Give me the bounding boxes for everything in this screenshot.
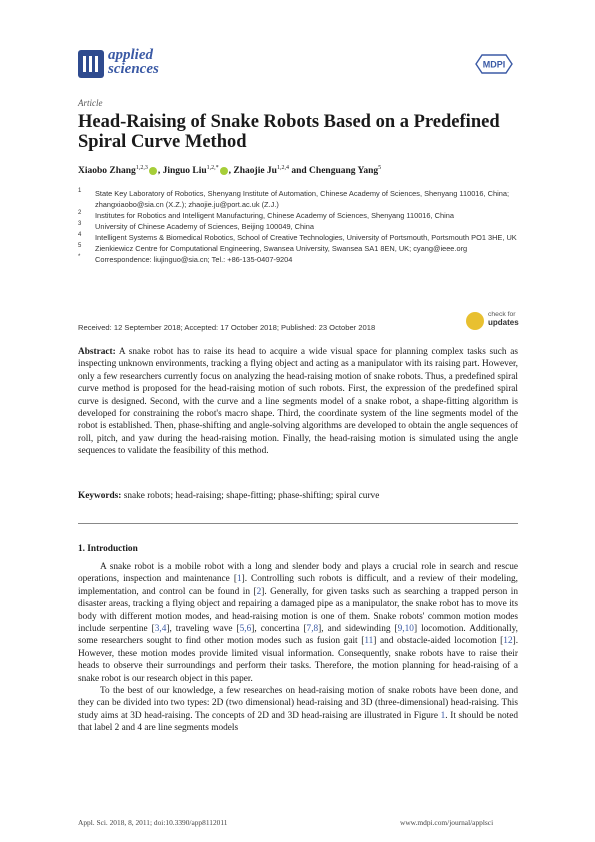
abstract-label: Abstract: — [78, 347, 116, 357]
affiliation-item — [78, 232, 518, 243]
author-affiliation-marker: 1,2,* — [206, 165, 219, 171]
body-text-run: ], traveling wave [ — [166, 624, 240, 635]
orcid-icon[interactable] — [220, 167, 228, 175]
affiliations — [78, 188, 518, 265]
affiliation-number: 1 — [78, 188, 82, 194]
citation-link[interactable]: 9,10 — [397, 624, 414, 635]
citation-link[interactable]: 1 — [440, 710, 446, 721]
journal-name-line1: applied — [108, 47, 153, 63]
check-updates-line2: updates — [488, 318, 519, 327]
footer-citation: Appl. Sci. 2018, 8, 2011; doi:10.3390/app8112011 — [78, 818, 228, 827]
citation-link[interactable]: 3,4 — [154, 624, 167, 635]
author-name: Xiaobo Zhang — [78, 166, 136, 177]
author-name: Jinguo Liu — [162, 166, 207, 177]
citation-link[interactable]: 5,6 — [239, 624, 252, 635]
body-text-run: ], concertina [ — [251, 624, 307, 635]
affiliation-text: Intelligent Systems & Biomedical Robotics, School of Creative Technologies, University of Portsmouth, Portsmouth PO1 3HE, UK — [95, 233, 517, 242]
body-text-run: A snake robot is a mobile robot with a long and slender body and plays a crucial role in search and rescue operations, inspection and maintenance [ — [78, 562, 518, 585]
body-text-run: ]. Controlling such robots is difficult, and a review of their modeling, implementation, and control can be found in [ — [78, 574, 519, 597]
affiliation-text: University of Chinese Academy of Sciences, Beijing 100049, China — [95, 222, 314, 231]
abstract — [78, 346, 518, 458]
body-text-run: ]. However, these motion modes provide limited visual information. Consequently, snake robots have to raise their heads to observe their surroundings and perform their tasks. Therefore, the motion planning for head-raising of a snake robot is our research object in this paper. — [78, 636, 519, 684]
article-type: Article — [78, 98, 103, 108]
affiliation-number: 2 — [78, 210, 82, 216]
author-list — [78, 165, 381, 176]
author-name: Zhaojie Ju — [233, 166, 277, 177]
abstract-text: A snake robot has to raise its head to acquire a wide visual space for planning complex tasks such as inspecting unknown environments, tracking a flying object and acting as a manipulator with its raising part. However, only a few researchers currently focus on analyzing the head-raising motion of snake robots. Thus, a predefined spiral curve method is proposed for the head-raising motion of such robots. First, the expression of the predefined spiral curve is designed. Second, with the curve and a line segments model of a snake robot, a shape-fitting algorithm is developed for constraining the robot's macro shape. Third, the coordinate system of the line segments model of the robot is established. Then, phase-shifting and angle-solving algorithms are developed to obtain the angle sequences of roll, pitch, and yaw during the head-raising motion. Finally, the head-raising motion is simulated using the angle sequences to validate the feasibility of this method. — [78, 347, 518, 457]
journal-name-line2: sciences — [108, 61, 159, 77]
body-text-run: ], and sidewinding [ — [318, 624, 398, 635]
footer-url[interactable]: www.mdpi.com/journal/applsci — [400, 818, 494, 827]
affiliation-text: Institutes for Robotics and Intelligent Manufacturing, Chinese Academy of Sciences, Shenyang 110016, China — [95, 211, 454, 220]
citation-link[interactable]: 1 — [236, 574, 242, 585]
affiliation-number: 4 — [78, 232, 82, 238]
keywords-label: Keywords: — [78, 491, 122, 501]
author-separator: , — [228, 166, 234, 177]
affiliation-item — [78, 221, 518, 232]
affiliation-number: 3 — [78, 221, 82, 227]
body-text-run: ] locomotion. Additionally, some researchers sought to find other motion modes such as fusion gait [ — [78, 624, 518, 647]
keywords-text: snake robots; head-raising; shape-fitting; phase-shifting; spiral curve — [123, 491, 380, 501]
body-text — [78, 561, 518, 735]
journal-name — [108, 48, 159, 76]
affiliation-number: 5 — [78, 243, 82, 249]
affiliation-item — [78, 243, 518, 254]
body-text-run: To the best of our knowledge, a few researches on head-raising motion of snake robots have been done, and they can be divided into two types: 2D (two dimensional) head-raising and 3D (three-dimensional) head-raising. This study aims at 3D head-raising. The concepts of 2D and 3D head-raising are illustrated in Figure — [78, 686, 518, 721]
author-name: Chenguang Yang — [309, 166, 379, 177]
citation-link[interactable]: 2 — [256, 586, 262, 597]
author-affiliation-marker: 5 — [378, 165, 382, 171]
keywords — [78, 491, 518, 501]
body-text-run: . It should be noted that label 2 and 4 are line segments models — [78, 710, 518, 734]
author-affiliation-marker: 1,2,3 — [135, 165, 148, 171]
check-for-updates-badge[interactable] — [466, 310, 526, 336]
body-paragraph — [78, 685, 518, 735]
journal-logo-icon — [78, 50, 104, 78]
body-text-run: ] and obstacle-aided locomotion [ — [373, 636, 504, 647]
author-separator: , — [157, 166, 163, 177]
affiliation-item — [78, 254, 518, 265]
section-divider — [78, 523, 518, 524]
author-separator: and — [288, 166, 310, 177]
citation-link[interactable]: 11 — [364, 636, 374, 647]
author-affiliation-marker: 1,2,4 — [276, 165, 289, 171]
citation-link[interactable]: 12 — [503, 636, 513, 647]
check-updates-icon — [466, 312, 484, 330]
publication-dates: Received: 12 September 2018; Accepted: 17 October 2018; Published: 23 October 2018 — [78, 323, 376, 332]
affiliation-number: * — [78, 254, 81, 260]
section-heading: 1. Introduction — [78, 544, 138, 554]
check-updates-line1: check for — [488, 311, 516, 318]
body-paragraph — [78, 561, 518, 685]
publisher-logo-text: MDPI — [482, 59, 506, 70]
citation-link[interactable]: 7,8 — [306, 624, 319, 635]
paper-title: Head-Raising of Snake Robots Based on a Predefined Spiral Curve Method — [78, 112, 500, 152]
affiliation-text: Zienkiewicz Centre for Computational Engineering, Swansea University, Swansea SA1 8EN, UK; cyang@ieee.org — [95, 244, 468, 253]
affiliation-text: State Key Laboratory of Robotics, Shenyang Institute of Automation, Chinese Academy of Sciences, Shenyang 110016, China; zhangxiaobo@sia.cn (X.Z.); zhaojie.ju@port.ac.uk (Z.J.) — [95, 189, 509, 209]
affiliation-item — [78, 188, 518, 210]
affiliation-text: Correspondence: liujinguo@sia.cn; Tel.: +86-135-0407-9204 — [95, 255, 293, 264]
affiliation-item — [78, 210, 518, 221]
body-text-run: ]. Generally, for given tasks such as searching a trapped person in disaster areas, tracking a flying object and repairing a damaged pipe as a manipulator, the snake robot has to move its body with different motion modes, and head-raising motion is one of them. Snake robots' common motion modes include serpentine [ — [78, 586, 518, 635]
mdpi-logo-icon — [472, 53, 516, 75]
orcid-icon[interactable] — [149, 167, 157, 175]
